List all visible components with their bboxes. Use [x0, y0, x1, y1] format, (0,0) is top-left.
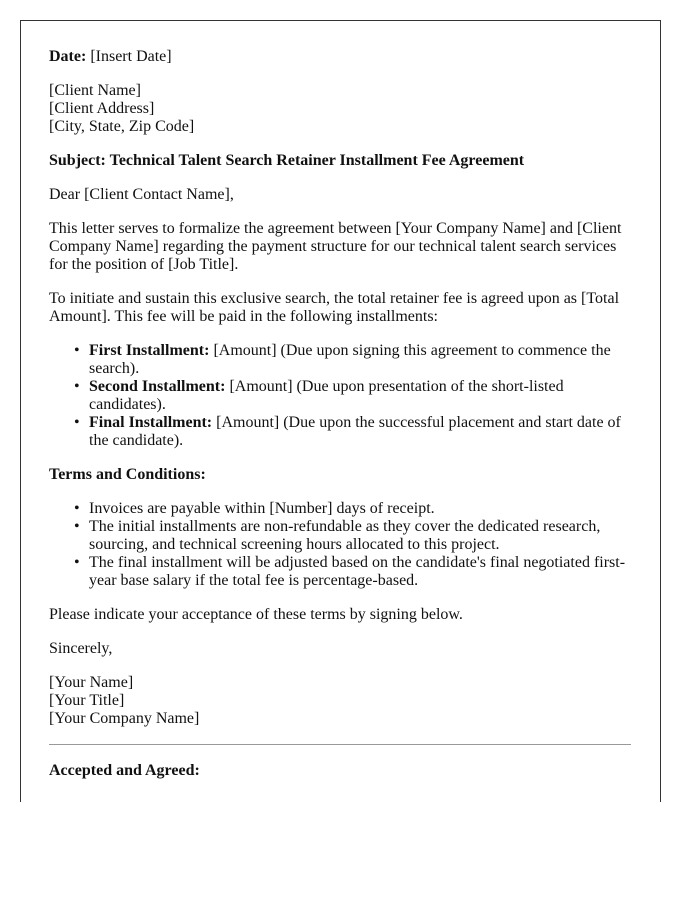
installment-item — [74, 414, 631, 450]
bullet-icon: • — [74, 342, 80, 359]
bullet-icon: • — [74, 378, 80, 395]
installments-list — [49, 342, 631, 450]
installment-item — [74, 378, 631, 414]
intro-paragraph: This letter serves to formalize the agreement between [Your Company Name] and [Client Company Name] regarding the payment structure for our technical talent search services for the position of [Job Title]. — [49, 220, 622, 273]
terms-heading: Terms and Conditions: — [49, 466, 206, 483]
bullet-icon: • — [74, 554, 80, 571]
terms-item — [74, 518, 631, 554]
fee-paragraph: To initiate and sustain this exclusive search, the total retainer fee is agreed upon as [Total Amount]. This fee will be paid in the following installments: — [49, 290, 620, 325]
installment-text: [Amount] (Due upon the successful placement and start date of the candidate). — [89, 414, 621, 449]
subject-value: Technical Talent Search Retainer Installment Fee Agreement — [109, 152, 525, 169]
signature-block — [49, 674, 631, 728]
bullet-icon: • — [74, 500, 80, 517]
accepted-heading: Accepted and Agreed: — [49, 762, 200, 779]
terms-item — [74, 500, 631, 518]
bullet-icon: • — [74, 414, 80, 431]
closing: Sincerely, — [49, 640, 113, 657]
recipient-address: [Client Address] — [49, 100, 155, 117]
section-divider — [49, 744, 631, 745]
installment-item — [74, 342, 631, 378]
installment-text: [Amount] (Due upon presentation of the short-listed candidates). — [89, 378, 564, 413]
recipient-name: [Client Name] — [49, 82, 141, 99]
terms-text: The final installment will be adjusted based on the candidate's final negotiated first-year base salary if the total fee is percentage-based. — [89, 554, 626, 589]
date-label: Date: — [49, 48, 87, 65]
date-value: [Insert Date] — [90, 48, 172, 65]
date-line — [49, 48, 631, 66]
installment-text: [Amount] (Due upon signing this agreement to commence the search). — [89, 342, 611, 377]
sender-name: [Your Name] — [49, 674, 134, 691]
installment-label: Final Installment: — [89, 414, 213, 431]
terms-text: Invoices are payable within [Number] days of receipt. — [89, 500, 435, 517]
terms-list — [49, 500, 631, 590]
recipient-city-state-zip: [City, State, Zip Code] — [49, 118, 195, 135]
subject-label: Subject: — [49, 152, 106, 169]
terms-item — [74, 554, 631, 590]
subject-line — [49, 152, 631, 170]
terms-text: The initial installments are non-refundable as they cover the dedicated research, sourcing, and technical screening hours allocated to this project. — [89, 518, 601, 553]
installment-label: First Installment: — [89, 342, 210, 359]
acceptance-request: Please indicate your acceptance of these terms by signing below. — [49, 606, 463, 623]
bullet-icon: • — [74, 518, 80, 535]
letter-document — [20, 20, 661, 802]
installment-label: Second Installment: — [89, 378, 226, 395]
recipient-address-block — [49, 82, 631, 136]
salutation: Dear [Client Contact Name], — [49, 186, 234, 203]
sender-title: [Your Title] — [49, 692, 125, 709]
sender-company: [Your Company Name] — [49, 710, 200, 727]
